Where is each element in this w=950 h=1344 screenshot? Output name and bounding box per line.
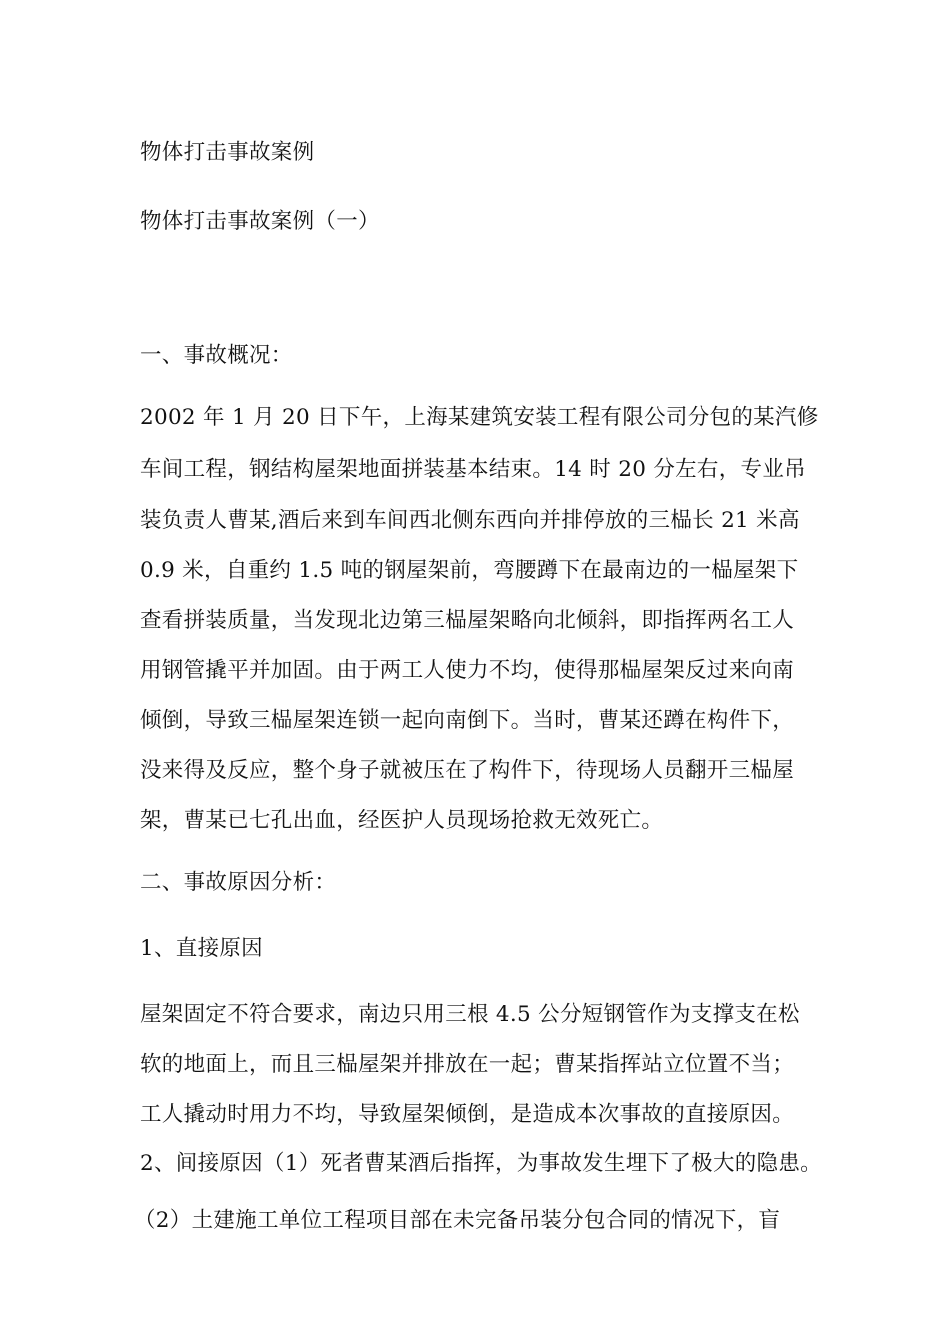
document-subtitle: 物体打击事故案例（一） — [140, 209, 380, 234]
document-title: 物体打击事故案例 — [140, 140, 315, 165]
paragraph-line: 工人撬动时用力不均，导致屋架倾倒，是造成本次事故的直接原因。 — [140, 1102, 795, 1127]
paragraph-line: 2002 年 1 月 20 日下午，上海某建筑安装工程有限公司分包的某汽修 — [140, 405, 819, 430]
paragraph-line: 屋架固定不符合要求，南边只用三根 4.5 公分短钢管作为支撑支在松 — [140, 1002, 800, 1027]
section-heading-overview: 一、事故概况： — [140, 343, 293, 368]
paragraph-line: 软的地面上，而且三榀屋架并排放在一起；曹某指挥站立位置不当； — [140, 1052, 795, 1077]
paragraph-line: 0.9 米，自重约 1.5 吨的钢屋架前，弯腰蹲下在最南边的一榀屋架下 — [140, 558, 799, 583]
paragraph-line: 倾倒，导致三榀屋架连锁一起向南倒下。当时，曹某还蹲在构件下， — [140, 708, 795, 733]
indirect-cause-2-line: （2）土建施工单位工程项目部在未完备吊装分包合同的情况下，盲 — [134, 1208, 781, 1233]
paragraph-line: 查看拼装质量，当发现北边第三榀屋架略向北倾斜，即指挥两名工人 — [140, 608, 795, 633]
paragraph-line: 用钢管撬平并加固。由于两工人使力不均，使得那榀屋架反过来向南 — [140, 658, 795, 683]
paragraph-line: 车间工程，钢结构屋架地面拼装基本结束。14 时 20 分左右，专业吊 — [140, 457, 806, 482]
paragraph-line: 没来得及反应，整个身子就被压在了构件下，待现场人员翻开三榀屋 — [140, 758, 795, 783]
paragraph-line: 装负责人曹某,酒后来到车间西北侧东西向并排停放的三榀长 21 米高 — [140, 508, 800, 533]
section-heading-cause-analysis: 二、事故原因分析： — [140, 870, 337, 895]
paragraph-line: 架，曹某已七孔出血，经医护人员现场抢救无效死亡。 — [140, 808, 664, 833]
subheading-direct-cause: 1、直接原因 — [140, 936, 263, 961]
indirect-cause-line: 2、间接原因（1）死者曹某酒后指挥，为事故发生埋下了极大的隐患。 — [140, 1151, 822, 1176]
